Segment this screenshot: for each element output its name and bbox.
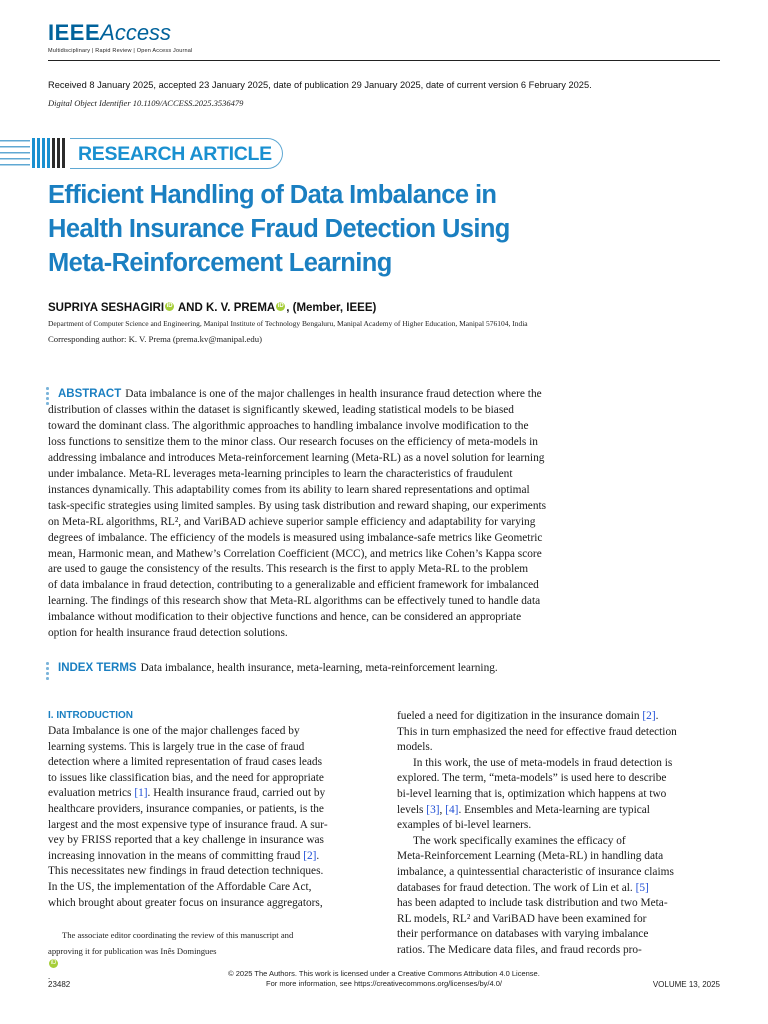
author-name: AND K. V. PREMA	[175, 302, 276, 314]
doi-line: Digital Object Identifier 10.1109/ACCESS.2025.3536479	[48, 98, 244, 108]
abstract-line: instances dynamically. This adaptability comes from its ability to learn shared representations and optimal	[48, 483, 530, 496]
footnote-line: The associate editor coordinating the review of this manuscript and	[62, 930, 294, 940]
body-line: In the US, the implementation of the Affordable Care Act,	[48, 880, 312, 893]
logo-tagline: Multidisciplinary | Rapid Review | Open Access Journal	[48, 48, 193, 54]
citation-link[interactable]: [5]	[635, 881, 649, 894]
citation-link[interactable]: [1]	[134, 787, 148, 800]
body-line: vey by FRISS reported that a key challenge in insurance was	[48, 834, 324, 847]
index-terms-heading: INDEX TERMS	[58, 662, 137, 674]
membership-note: , (Member, IEEE)	[286, 302, 377, 314]
title-line: Health Insurance Fraud Detection Using	[48, 215, 510, 243]
affiliation: Department of Computer Science and Engineering, Manipal Institute of Technology Bengaluru, Manipal Academy of Higher Education, Manipal 576104, India	[48, 319, 528, 328]
citation-link[interactable]: [3]	[426, 803, 440, 816]
paper-title	[48, 178, 668, 280]
body-line: fueled a need for digitization in the insurance domain [2].	[397, 710, 659, 722]
abstract	[48, 387, 628, 642]
abstract-line: under imbalance. Meta-RL leverages meta-learning principles to learn the characteristics of fraudulent	[48, 467, 513, 480]
abstract-line: mean, Harmonic mean, and Mathew’s Correlation Coefficient (MCC), and metrics like Cohen’s Kappa score	[48, 547, 542, 560]
body-line: databases for fraud detection. The work of Lin et al. [5]	[397, 881, 649, 894]
orcid-icon[interactable]: iD	[277, 303, 284, 309]
abstract-line: learning. The findings of this research show that Meta-RL algorithms can be effectively tuned to handle data	[48, 595, 541, 608]
abstract-line: of data imbalance in fraud detection, contributing to a generalizable and efficient framework for imbalanced	[48, 579, 539, 592]
body-line: bi-level learning that is, optimization which happens at two	[397, 787, 667, 800]
citation-link[interactable]: [2]	[303, 849, 317, 862]
abstract-line: degrees of imbalance. The efficiency of the models is measured using imbalance-safe metrics like Geometric	[48, 531, 543, 544]
abstract-line: are used to gauge the consistency of the results. This research is the first to apply Meta-RL to the problem	[48, 563, 529, 576]
body-line: which brought about greater focus on insurance aggregators,	[48, 896, 323, 909]
received-dates: Received 8 January 2025, accepted 23 January 2025, date of publication 29 January 2025, date of current version 6 February 2025.	[48, 80, 592, 90]
index-terms	[48, 662, 498, 674]
body-column-right	[397, 709, 721, 959]
article-type-badge	[70, 138, 283, 169]
abstract-heading: ABSTRACT	[58, 388, 122, 400]
body-line: learning systems. This is largely true in the case of fraud	[48, 740, 305, 753]
abstract-line: imbalance without modification to their objective functions and hence, can be considered an appropriate	[48, 611, 522, 624]
license-text: © 2025 The Authors. This work is licensed under a Creative Commons Attribution 4.0 License.	[228, 969, 540, 978]
body-line: RL models, RL² and VariBAD have been examined for	[397, 912, 647, 925]
body-line: healthcare providers, insurance companies, or patients, is the	[48, 802, 324, 815]
abstract-line: Data imbalance is one of the major challenges in health insurance fraud detection where the	[125, 388, 542, 400]
body-line: detection where a limited representation of fraud cases leads	[48, 756, 323, 769]
body-line: evaluation metrics [1]. Health insurance fraud, carried out by	[48, 787, 326, 800]
section-heading: I. INTRODUCTION	[48, 710, 133, 721]
body-line: Meta-Reinforcement Learning (Meta-RL) in handling data	[397, 850, 664, 863]
abstract-line: option for health insurance fraud detection solutions.	[48, 627, 288, 640]
journal-logo	[48, 20, 193, 54]
logo-journal: Access	[100, 20, 172, 45]
body-line: imbalance, a quintessential characteristic of insurance claims	[397, 865, 674, 878]
orcid-icon[interactable]: iD	[166, 303, 173, 309]
body-line: models.	[397, 741, 433, 754]
body-line: This necessitates new findings in fraud detection techniques.	[48, 865, 324, 878]
body-line: ratios. The Medicare data files, and fraud records pro-	[397, 943, 642, 956]
volume-label: VOLUME 13, 2025	[652, 980, 720, 989]
abstract-line: loss functions to sensitize them to the minor class. Our research focuses on the efficiency of meta-models in	[48, 435, 538, 448]
license-link[interactable]: For more information, see https://creativecommons.org/licenses/by/4.0/	[266, 979, 502, 988]
body-line: increasing innovation in the means of committing fraud [2].	[48, 849, 320, 862]
body-line: Data Imbalance is one of the major challenges faced by	[48, 725, 300, 737]
body-line: levels [3], [4]. Ensembles and Meta-learning are typical	[397, 803, 650, 816]
header-divider	[48, 60, 720, 61]
body-line: their performance on databases with varying imbalance	[397, 928, 649, 941]
footnote-line: approving it for publication was Inês Domingues iD .	[48, 946, 217, 981]
orcid-icon[interactable]: iD	[50, 960, 57, 966]
body-line: largest and the most expensive type of insurance fraud. A sur-	[48, 818, 328, 831]
index-terms-text: Data imbalance, health insurance, meta-learning, meta-reinforcement learning.	[140, 662, 498, 674]
logo-brand: IEEE	[48, 20, 101, 45]
citation-link[interactable]: [4]	[445, 803, 459, 816]
corresponding-author: Corresponding author: K. V. Prema (prema.kv@manipal.edu)	[48, 334, 262, 344]
body-line: explored. The term, “meta-models” is used here to describe	[397, 772, 667, 785]
abstract-line: toward the dominant class. The algorithmic approaches to handling imbalance involve modification to the	[48, 419, 529, 432]
title-line: Efficient Handling of Data Imbalance in	[48, 181, 497, 209]
badge-stripes-icon	[0, 136, 68, 170]
citation-link[interactable]: [2]	[642, 710, 656, 722]
page-number: 23482	[48, 980, 71, 989]
abstract-line: distribution of classes within the dataset is significantly skewed, leading statistical models to be biased	[48, 403, 514, 416]
author-name: SUPRIYA SESHAGIRI	[48, 302, 165, 314]
author-list	[48, 302, 376, 314]
title-line: Meta-Reinforcement Learning	[48, 249, 392, 277]
body-line: has been adapted to include task distribution and two Meta-	[397, 897, 668, 910]
body-line: The work specifically examines the efficacy of	[413, 834, 626, 847]
body-line: to issues like classification bias, and the need for appropriate	[48, 771, 324, 784]
body-column-left	[48, 709, 372, 911]
abstract-line: addressing imbalance and introduces Meta-reinforcement learning (Meta-RL) as a novel solution for learning	[48, 451, 545, 464]
body-line: examples of bi-level learners.	[397, 819, 532, 832]
article-type-label: RESEARCH ARTICLE	[78, 143, 272, 165]
body-line: In this work, the use of meta-models in fraud detection is	[413, 756, 673, 769]
abstract-line: on Meta-RL algorithms, RL², and VariBAD achieve superior sample efficiency and adaptability for varying	[48, 515, 536, 528]
abstract-line: task-specific strategies using limited samples. By using task distribution and reward shaping, our experiments	[48, 499, 547, 512]
body-line: This in turn emphasized the need for effective fraud detection	[397, 725, 677, 738]
